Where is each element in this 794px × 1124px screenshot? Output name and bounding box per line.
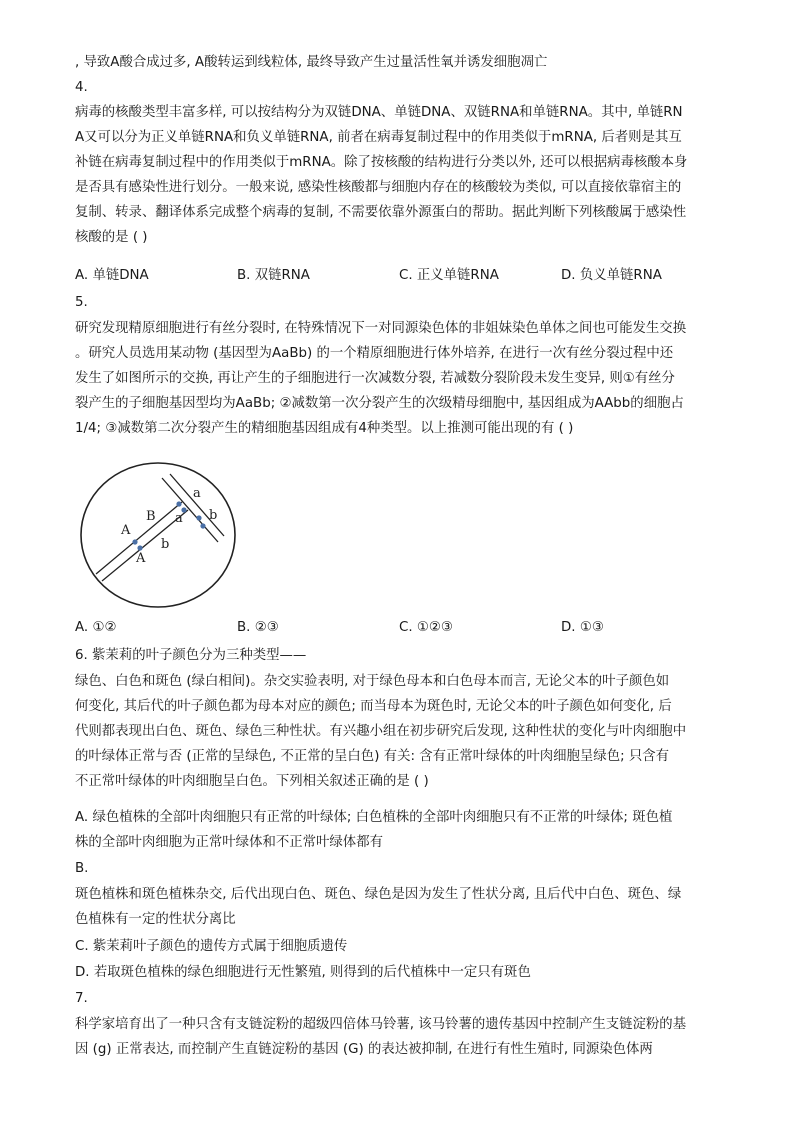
- q4-option-b: B. 双链RNA: [237, 268, 310, 283]
- q5-options: [75, 618, 735, 638]
- locus-dot: [200, 523, 205, 528]
- text-line: 核酸的是 ( ): [75, 230, 148, 245]
- q5-option-a: A. ①②: [75, 620, 117, 635]
- q6-option-b: B.: [75, 861, 89, 876]
- text-line: , 导致A酸合成过多, A酸转运到线粒体, 最终导致产生过量活性氧并诱发细胞凋亡: [75, 55, 548, 70]
- q4-option-a: A. 单链DNA: [75, 268, 149, 283]
- question-number-6: 6. 紫茉莉的叶子颜色分为三种类型——: [75, 648, 307, 663]
- text-line: 色植株有一定的性状分离比: [75, 912, 236, 927]
- text-line: 是否具有感染性进行划分。一般来说, 感染性核酸都与细胞内存在的核酸较为类似, 可以直接依靠宿主的: [75, 180, 682, 195]
- q5-option-d: D. ①③: [561, 620, 604, 635]
- text-line: 何变化, 其后代的叶子颜色都为母本对应的颜色; 而当母本为斑色时, 无论父本的叶子颜色如何变化, 后: [75, 699, 672, 714]
- gene-label: a: [193, 486, 201, 501]
- locus-dot: [137, 545, 142, 550]
- chromosome-crossover-figure: [78, 460, 238, 610]
- gene-label: b: [209, 508, 218, 523]
- text-line: 复制、转录、翻译体系完成整个病毒的复制, 不需要依靠外源蛋白的帮助。据此判断下列核酸属于感染性: [75, 205, 687, 220]
- q5-option-c: C. ①②③: [399, 620, 453, 635]
- text-line: 代则都表现出白色、斑色、绿色三种性状。有兴趣小组在初步研究后发现, 这种性状的变化与叶肉细胞中: [75, 724, 687, 739]
- q6-option-a: A. 绿色植株的全部叶肉细胞只有正常的叶绿体; 白色植株的全部叶肉细胞只有不正常的叶绿体; 斑色植: [75, 810, 673, 825]
- text-line: 。研究人员选用某动物 (基因型为AaBb) 的一个精原细胞进行体外培养, 在进行一次有丝分裂过程中还: [75, 346, 674, 361]
- q6-option-a-cont: 株的全部叶肉细胞为正常叶绿体和不正常叶绿体都有: [75, 835, 383, 850]
- locus-dot: [132, 539, 137, 544]
- gene-label: A: [121, 523, 131, 538]
- gene-label: B: [146, 509, 156, 524]
- gene-label: b: [161, 537, 170, 552]
- q4-option-c: C. 正义单链RNA: [399, 268, 499, 283]
- text-line: 因 (g) 正常表达, 而控制产生直链淀粉的基因 (G) 的表达被抑制, 在进行有性生殖时, 同源染色体两: [75, 1042, 653, 1057]
- text-line: 科学家培育出了一种只含有支链淀粉的超级四倍体马铃薯, 该马铃薯的遗传基因中控制产生支链淀粉的基: [75, 1017, 687, 1032]
- q6-option-d: D. 若取斑色植株的绿色细胞进行无性繁殖, 则得到的后代植株中一定只有斑色: [75, 965, 531, 980]
- text-line: 病毒的核酸类型丰富多样, 可以按结构分为双链DNA、单链DNA、双链RNA和单链RNA。其中, 单链RN: [75, 105, 683, 120]
- text-line: 发生了如图所示的交换, 再让产生的子细胞进行一次减数分裂, 若减数分裂阶段未发生变异, 则①有丝分: [75, 371, 675, 386]
- text-line: 研究发现精原细胞进行有丝分裂时, 在特殊情况下一对同源染色体的非姐妹染色单体之间也可能发生交换: [75, 321, 687, 336]
- text-line: A又可以分为正义单链RNA和负义单链RNA, 前者在病毒复制过程中的作用类似于mRNA, 后者则是其互: [75, 130, 682, 145]
- question-number-7: 7.: [75, 991, 88, 1006]
- q4-options: [75, 266, 735, 286]
- text-line: 斑色植株和斑色植株杂交, 后代出现白色、斑色、绿色是因为发生了性状分离, 且后代中白色、斑色、绿: [75, 887, 682, 902]
- text-line: 裂产生的子细胞基因型均为AaBb; ②减数第一次分裂产生的次级精母细胞中, 基因组成为AAbb的细胞占: [75, 396, 684, 411]
- gene-label: A: [136, 551, 146, 566]
- text-line: 绿色、白色和斑色 (绿白相间)。杂交实验表明, 对于绿色母本和白色母本而言, 无论父本的叶子颜色如: [75, 674, 670, 689]
- question-number-4: 4.: [75, 80, 88, 95]
- q4-option-d: D. 负义单链RNA: [561, 268, 662, 283]
- text-line: 1/4; ③减数第二次分裂产生的精细胞基因组成有4种类型。以上推测可能出现的有 ( ): [75, 421, 574, 436]
- text-line: 的叶绿体正常与否 (正常的呈绿色, 不正常的呈白色) 有关: 含有正常叶绿体的叶肉细胞呈绿色; 只含有: [75, 749, 670, 764]
- text-line: 补链在病毒复制过程中的作用类似于mRNA。除了按核酸的结构进行分类以外, 还可以根据病毒核酸本身: [75, 155, 688, 170]
- q6-option-c: C. 紫茉莉叶子颜色的遗传方式属于细胞质遗传: [75, 939, 348, 954]
- q5-option-b: B. ②③: [237, 620, 279, 635]
- locus-dot: [196, 515, 201, 520]
- text-line: 不正常叶绿体的叶肉细胞呈白色。下列相关叙述正确的是 ( ): [75, 774, 429, 789]
- question-number-5: 5.: [75, 295, 88, 310]
- gene-label: a: [175, 511, 183, 526]
- locus-dot: [176, 501, 181, 506]
